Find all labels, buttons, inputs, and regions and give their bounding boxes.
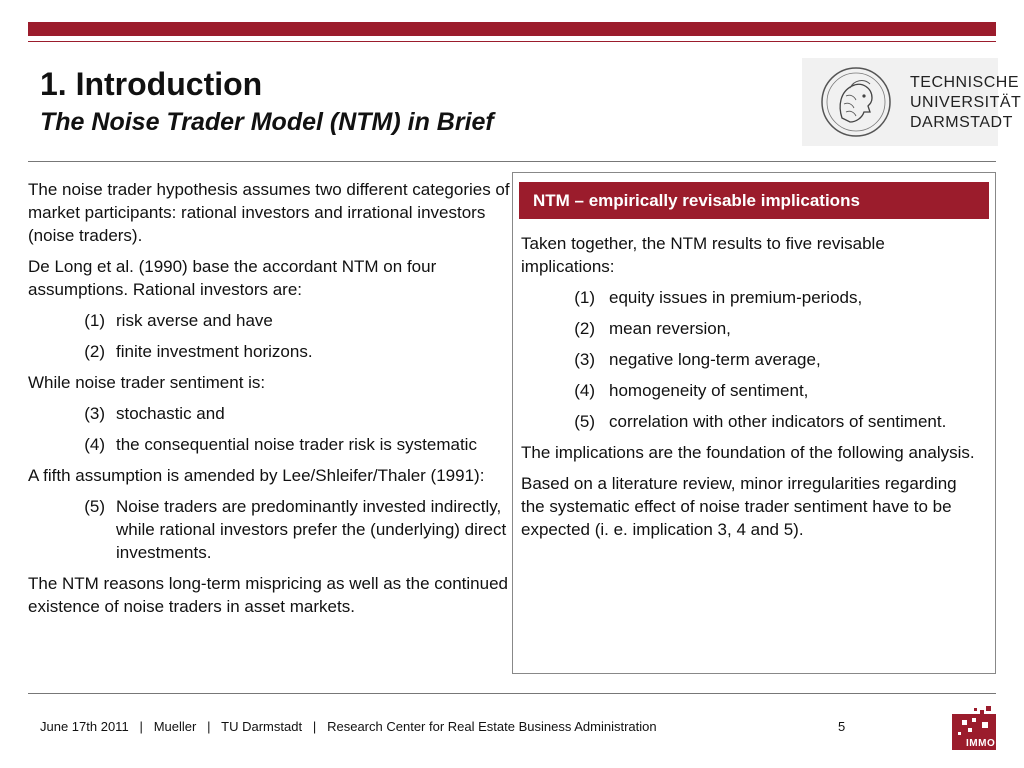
footer-text: June 17th 2011 | Mueller | TU Darmstadt | Research Center for Real Estate Business Administration xyxy=(40,719,657,734)
list-item xyxy=(521,286,983,309)
list-item xyxy=(28,402,510,425)
top-accent-bar xyxy=(28,22,996,36)
list-text: stochastic and xyxy=(116,404,225,423)
paragraph: The implications are the foundation of the following analysis. xyxy=(521,443,975,462)
list-text: the consequential noise trader risk is systematic xyxy=(116,435,477,454)
list-text: Noise traders are predominantly invested indirectly, while rational investors prefer the (underlying) direct investments. xyxy=(116,497,507,562)
list-number: (2) xyxy=(84,342,105,361)
list-number: (4) xyxy=(574,381,595,400)
implications-box xyxy=(512,172,996,674)
header-divider xyxy=(28,161,996,162)
list-text: negative long-term average, xyxy=(609,350,821,369)
slide-subtitle: The Noise Trader Model (NTM) in Brief xyxy=(40,108,494,136)
university-name-line: TECHNISCHE xyxy=(910,74,1020,91)
paragraph: Taken together, the NTM results to five revisable implications: xyxy=(521,234,885,276)
list-item xyxy=(28,309,510,332)
list-text: equity issues in premium-periods, xyxy=(609,288,863,307)
athena-seal-icon xyxy=(820,66,892,138)
paragraph: The noise trader hypothesis assumes two different categories of market participants: rational investors and irrational investors (noise traders). xyxy=(28,180,510,245)
list-number: (1) xyxy=(84,311,105,330)
university-name xyxy=(910,73,1021,133)
list-text: correlation with other indicators of sentiment. xyxy=(609,412,947,431)
paragraph: A fifth assumption is amended by Lee/Shleifer/Thaler (1991): xyxy=(28,466,485,485)
list-item xyxy=(521,317,983,340)
footer-divider xyxy=(28,693,996,694)
list-item xyxy=(521,410,983,433)
list-number: (5) xyxy=(84,497,105,516)
list-number: (2) xyxy=(574,319,595,338)
list-number: (5) xyxy=(574,412,595,431)
university-name-line: UNIVERSITÄT xyxy=(910,94,1022,111)
list-item xyxy=(521,379,983,402)
list-item xyxy=(521,348,983,371)
list-item xyxy=(28,495,510,564)
list-number: (4) xyxy=(84,435,105,454)
list-number: (3) xyxy=(574,350,595,369)
university-logo xyxy=(802,58,1022,146)
top-accent-line xyxy=(28,41,996,42)
university-name-line: DARMSTADT xyxy=(910,114,1013,131)
list-number: (3) xyxy=(84,404,105,423)
box-header: NTM – empirically revisable implications xyxy=(519,182,989,219)
immo-logo-text: IMMO xyxy=(966,738,996,749)
list-text: mean reversion, xyxy=(609,319,731,338)
left-content xyxy=(28,178,510,626)
paragraph: Based on a literature review, minor irregularities regarding the systematic effect of noise trader sentiment have to be expected (i. e. implication 3, 4 and 5). xyxy=(521,474,957,539)
list-text: finite investment horizons. xyxy=(116,342,313,361)
box-body xyxy=(521,232,983,549)
page-number: 5 xyxy=(838,719,846,734)
slide-title: 1. Introduction xyxy=(40,66,263,102)
paragraph: De Long et al. (1990) base the accordant NTM on four assumptions. Rational investors are: xyxy=(28,257,437,299)
list-item xyxy=(28,433,510,456)
list-item xyxy=(28,340,510,363)
list-text: risk averse and have xyxy=(116,311,273,330)
list-number: (1) xyxy=(574,288,595,307)
paragraph: The NTM reasons long-term mispricing as well as the continued existence of noise traders in asset markets. xyxy=(28,574,508,616)
list-text: homogeneity of sentiment, xyxy=(609,381,809,400)
paragraph: While noise trader sentiment is: xyxy=(28,373,266,392)
